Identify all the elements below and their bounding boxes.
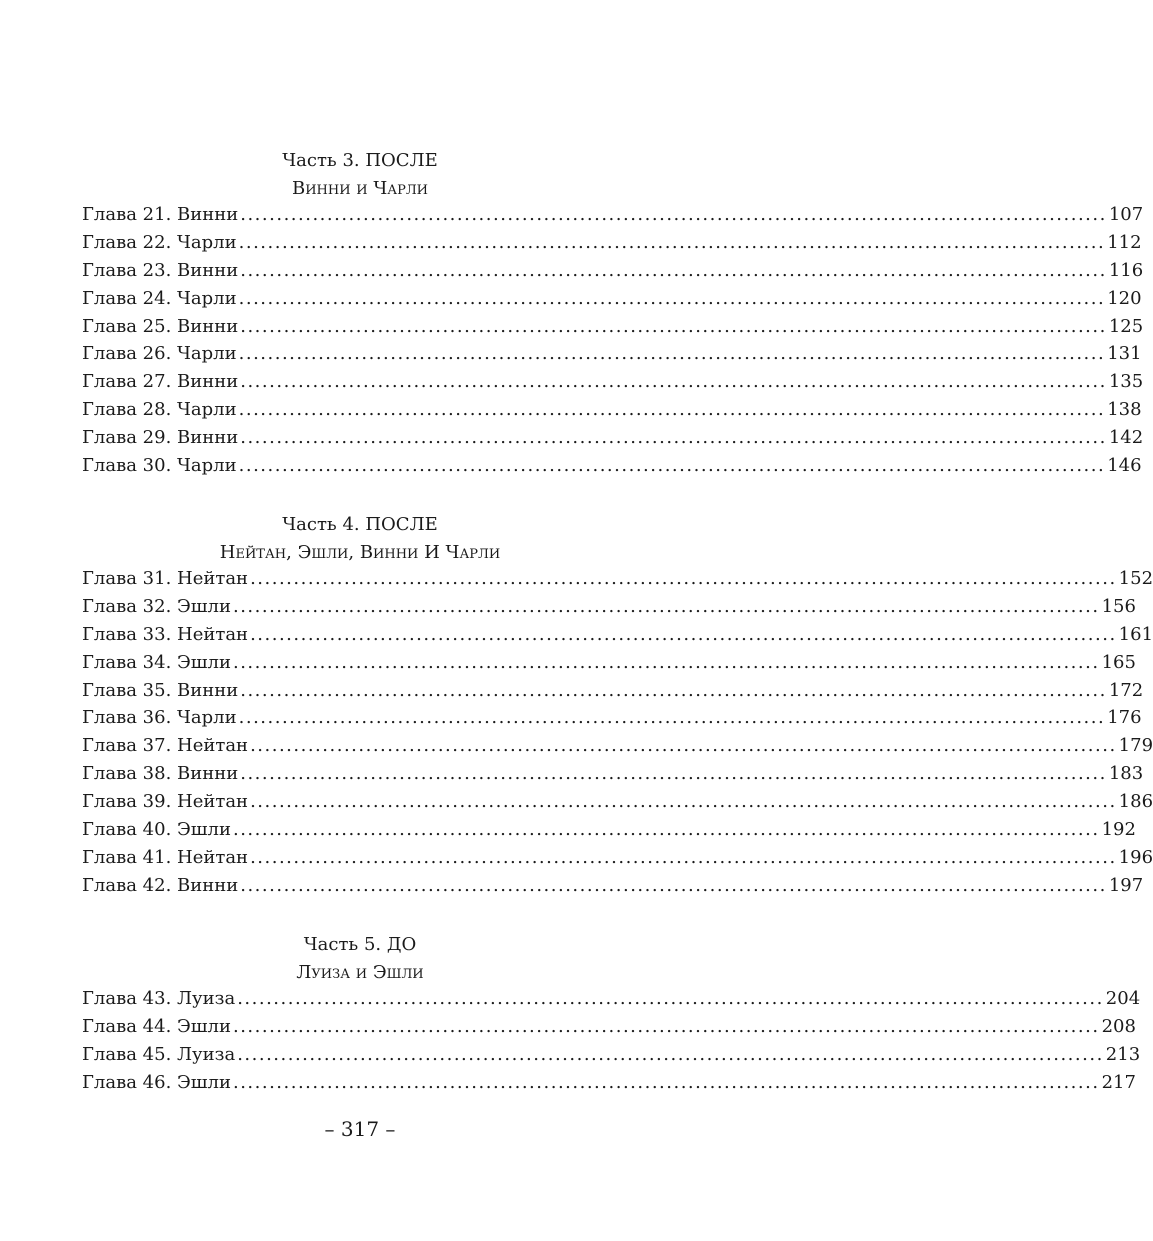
chapter-page-number: 156: [1101, 595, 1136, 617]
toc-entry: [82, 455, 1142, 483]
dot-leader: ........................................................................................................................: [232, 819, 1100, 841]
dot-leader: ........................................................................................................................: [250, 791, 1117, 813]
chapter-label: Глава 32. Эшли: [82, 595, 231, 617]
toc-entry: [82, 287, 1142, 316]
toc-list: [82, 988, 1141, 1100]
dot-leader: ........................................................................................................................: [250, 623, 1117, 645]
toc-entry: [82, 623, 1153, 652]
chapter-label: Глава 31. Нейтан: [82, 568, 249, 589]
chapter-label: Глава 43. Луиза: [82, 988, 236, 1009]
chapter-page-number: 204: [1105, 988, 1141, 1009]
dot-leader: ........................................................................................................................: [238, 343, 1106, 365]
chapter-label: Глава 23. Винни: [82, 259, 239, 281]
chapter-label: Глава 37. Нейтан: [82, 735, 249, 757]
chapter-label: Глава 28. Чарли: [82, 399, 237, 421]
chapter-page-number: 183: [1108, 763, 1144, 785]
chapter-page-number: 179: [1118, 735, 1153, 757]
chapter-page-number: 125: [1108, 315, 1144, 337]
chapter-label: Глава 34. Эшли: [82, 651, 231, 673]
chapter-label: Глава 40. Эшли: [82, 819, 231, 841]
chapter-page-number: 116: [1108, 259, 1144, 281]
toc-entry: [82, 204, 1144, 232]
toc-entry: [82, 819, 1136, 847]
chapter-label: Глава 35. Винни: [82, 679, 239, 701]
dot-leader: ........................................................................................................................: [250, 846, 1117, 868]
chapter-page-number: 120: [1107, 287, 1142, 309]
dot-leader: ........................................................................................................................: [238, 287, 1106, 309]
dot-leader: ........................................................................................................................: [232, 595, 1100, 617]
toc-entry: [82, 1071, 1136, 1100]
chapter-page-number: 146: [1107, 455, 1142, 477]
chapter-page-number: 197: [1108, 874, 1144, 896]
toc-entry: [82, 988, 1141, 1016]
dot-leader: ........................................................................................................................: [237, 988, 1104, 1009]
dot-leader: ........................................................................................................................: [240, 259, 1107, 281]
toc-list: [82, 204, 1144, 483]
chapter-label: Глава 27. Винни: [82, 371, 239, 393]
chapter-page-number: 196: [1118, 846, 1153, 868]
chapter-label: Глава 30. Чарли: [82, 455, 237, 477]
part-title: Часть 5. ДО: [303, 934, 417, 955]
chapter-page-number: 176: [1107, 707, 1142, 729]
toc-entry: [82, 791, 1153, 819]
chapter-page-number: 112: [1107, 231, 1142, 253]
dot-leader: ........................................................................................................................: [232, 1015, 1100, 1037]
chapter-page-number: 152: [1118, 568, 1153, 589]
chapter-page-number: 131: [1107, 343, 1142, 365]
chapter-label: Глава 29. Винни: [82, 427, 239, 449]
toc-entry: [82, 343, 1142, 371]
part-title: Часть 4. ПОСЛЕ: [282, 514, 438, 535]
chapter-label: Глава 46. Эшли: [82, 1071, 231, 1093]
toc-entry: [82, 707, 1142, 735]
chapter-label: Глава 45. Луиза: [82, 1043, 236, 1065]
dot-leader: ........................................................................................................................: [240, 315, 1107, 337]
dot-leader: ........................................................................................................................: [240, 874, 1107, 896]
toc-entry: [82, 568, 1153, 596]
dot-leader: ........................................................................................................................: [240, 204, 1107, 225]
toc-entry: [82, 315, 1144, 344]
toc-list: [82, 568, 1153, 903]
part-title: Часть 3. ПОСЛЕ: [282, 150, 438, 171]
dot-leader: ........................................................................................................................: [250, 568, 1117, 589]
toc-entry: [82, 1043, 1141, 1072]
chapter-label: Глава 24. Чарли: [82, 287, 237, 309]
toc-entry: [82, 399, 1142, 427]
dot-leader: ........................................................................................................................: [238, 707, 1106, 729]
toc-entry: [82, 371, 1144, 399]
chapter-page-number: 213: [1105, 1043, 1141, 1065]
dot-leader: ........................................................................................................................: [240, 427, 1107, 449]
chapter-label: Глава 38. Винни: [82, 763, 239, 785]
chapter-label: Глава 33. Нейтан: [82, 623, 249, 645]
dot-leader: ........................................................................................................................: [240, 763, 1107, 785]
dot-leader: ........................................................................................................................: [238, 455, 1106, 477]
chapter-page-number: 142: [1108, 427, 1144, 449]
chapter-page-number: 172: [1108, 679, 1144, 701]
chapter-label: Глава 26. Чарли: [82, 343, 237, 365]
toc-entry: [82, 231, 1142, 260]
chapter-label: Глава 22. Чарли: [82, 231, 237, 253]
dot-leader: ........................................................................................................................: [240, 371, 1107, 393]
dot-leader: ........................................................................................................................: [232, 651, 1100, 673]
chapter-label: Глава 25. Винни: [82, 315, 239, 337]
toc-entry: [82, 427, 1144, 455]
chapter-page-number: 165: [1101, 651, 1136, 673]
toc-entry: [82, 1015, 1136, 1044]
toc-entry: [82, 259, 1144, 288]
part-subtitle: Нейтан, Эшли, Винни И Чарли: [219, 542, 501, 563]
chapter-page-number: 217: [1101, 1071, 1136, 1093]
chapter-label: Глава 41. Нейтан: [82, 846, 249, 868]
chapter-label: Глава 39. Нейтан: [82, 791, 249, 813]
dot-leader: ........................................................................................................................: [238, 399, 1106, 421]
toc-entry: [82, 679, 1144, 708]
chapter-page-number: 192: [1101, 819, 1136, 841]
chapter-page-number: 161: [1118, 623, 1153, 645]
toc-entry: [82, 651, 1136, 680]
dot-leader: ........................................................................................................................: [238, 231, 1106, 253]
dot-leader: ........................................................................................................................: [237, 1043, 1104, 1065]
chapter-page-number: 138: [1107, 399, 1142, 421]
chapter-page-number: 208: [1101, 1015, 1136, 1037]
part-subtitle: Винни и Чарли: [291, 178, 429, 199]
dot-leader: ........................................................................................................................: [232, 1071, 1100, 1093]
dot-leader: ........................................................................................................................: [250, 735, 1117, 757]
chapter-label: Глава 21. Винни: [82, 204, 239, 225]
chapter-label: Глава 42. Винни: [82, 874, 239, 896]
chapter-label: Глава 36. Чарли: [82, 707, 237, 729]
page-number: – 317 –: [324, 1117, 396, 1141]
toc-entry: [82, 874, 1144, 903]
toc-entry: [82, 846, 1153, 875]
toc-entry: [82, 595, 1136, 624]
chapter-label: Глава 44. Эшли: [82, 1015, 231, 1037]
part-subtitle: Луиза и Эшли: [296, 962, 424, 983]
dot-leader: ........................................................................................................................: [240, 679, 1107, 701]
chapter-page-number: 107: [1108, 204, 1144, 225]
toc-entry: [82, 763, 1144, 791]
toc-entry: [82, 735, 1153, 763]
chapter-page-number: 135: [1108, 371, 1144, 393]
chapter-page-number: 186: [1118, 791, 1153, 813]
